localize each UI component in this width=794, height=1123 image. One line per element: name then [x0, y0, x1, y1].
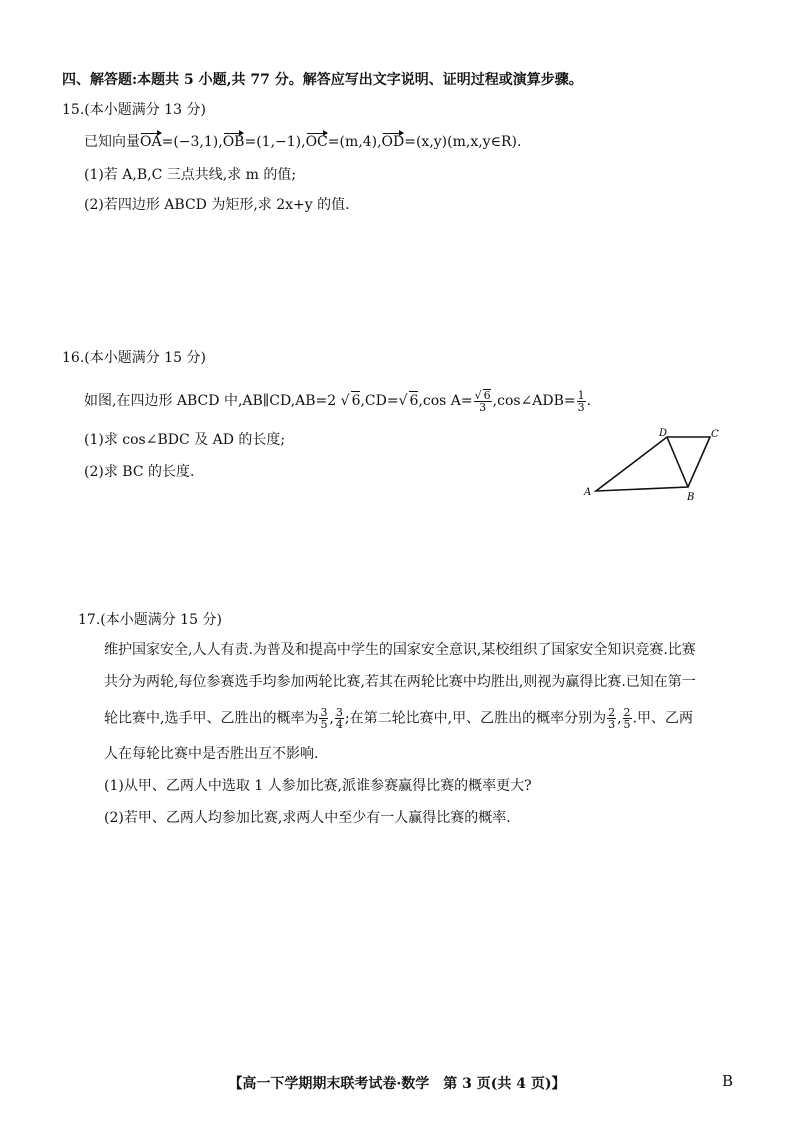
vector-oc-value: =(m,4),	[327, 134, 382, 150]
cosADB-den: 3	[577, 400, 585, 414]
fraction-3-5: $\frac{3}{5}$	[320, 706, 328, 731]
q16-part1: (1)求 cos∠BDC 及 AD 的长度;	[84, 432, 286, 448]
vector-oa: OA	[140, 134, 162, 150]
q16-part2: (2)求 BC 的长度.	[84, 464, 195, 480]
fraction-3-4: $\frac{3}{4}$	[335, 706, 343, 731]
quadrilateral-abcd	[596, 437, 710, 491]
q16-stem-b: ,CD=	[360, 393, 399, 409]
q17-part1: (1)从甲、乙两人中选取 1 人参加比赛,派谁参赛赢得比赛的概率更大?	[104, 778, 532, 794]
q17-part2: (2)若甲、乙两人均参加比赛,求两人中至少有一人赢得比赛的概率.	[104, 810, 511, 826]
q16-stem	[84, 389, 591, 413]
quadrilateral-figure	[580, 424, 740, 504]
corner-letter: B	[722, 1072, 734, 1090]
cosA-fraction: $\frac{√ 6}{3}$	[474, 389, 491, 414]
fraction-2-5: $\frac{2}{5}$	[623, 706, 631, 731]
q17-line3-b: ,	[329, 710, 334, 727]
q15-stem-prefix: 已知向量	[84, 134, 140, 150]
q15-header: 15.(本小题满分 13 分)	[62, 102, 206, 118]
q17-line4: 人在每轮比赛中是否胜出互不影响.	[104, 746, 319, 762]
vertex-label-c: C	[711, 429, 719, 440]
cosA-den: 3	[479, 401, 487, 414]
section-heading: 四、解答题:本题共 5 小题,共 77 分。解答应写出文字说明、证明过程或演算步骤。	[62, 72, 583, 88]
diagonal-db	[667, 437, 688, 487]
q17-header: 17.(本小题满分 15 分)	[78, 612, 222, 628]
vector-od-value: =(x,y)(m,x,y∈R).	[404, 134, 522, 150]
cosADB-num: 1	[577, 388, 585, 402]
q17-line1: 维护国家安全,人人有责.为普及和提高中学生的国家安全意识,某校组织了国家安全知识竞赛.比赛	[104, 642, 696, 658]
q17-line3-c: ;在第二轮比赛中,甲、乙胜出的概率分别为	[344, 710, 607, 727]
q15-stem	[84, 133, 521, 151]
q17-line3-e: .甲、乙两	[632, 710, 693, 727]
q16-stem-a: 如图,在四边形 ABCD 中,AB∥CD,AB=2	[84, 393, 337, 409]
q16-header: 16.(本小题满分 15 分)	[62, 350, 206, 366]
vector-oc: OC	[305, 134, 328, 150]
q16-stem-e: .	[586, 393, 592, 409]
q16-stem-d: ,cos∠ADB=	[492, 393, 576, 409]
vector-oa-value: =(−3,1),	[161, 134, 223, 150]
q16-stem-c: ,cos A=	[418, 393, 473, 409]
vertex-label-b: B	[687, 492, 695, 503]
vector-od: OD	[381, 134, 405, 150]
sqrt-six-1: √ 6	[340, 393, 361, 409]
page-footer: 【高一下学期期末联考试卷·数学 第 3 页(共 4 页)】	[228, 1076, 566, 1092]
q17-line3	[104, 707, 693, 730]
q15-part2: (2)若四边形 ABCD 为矩形,求 2x+y 的值.	[84, 197, 350, 213]
q17-line3-d: ,	[617, 710, 622, 727]
cosADB-fraction	[577, 390, 586, 413]
sqrt-six-2: √ 6	[398, 393, 419, 409]
vector-ob: OB	[222, 134, 245, 150]
vector-ob-value: =(1,−1),	[244, 134, 306, 150]
q17-line2: 共分为两轮,每位参赛选手均参加两轮比赛,若其在两轮比赛中均胜出,则视为赢得比赛.已知在第一	[104, 674, 696, 690]
cosA-num: 6	[483, 389, 491, 402]
fraction-2-3: $\frac{2}{3}$	[608, 706, 616, 731]
vertex-label-d: D	[659, 428, 668, 439]
q17-line3-a: 轮比赛中,选手甲、乙胜出的概率为	[104, 710, 319, 727]
q15-part1: (1)若 A,B,C 三点共线,求 m 的值;	[84, 167, 297, 183]
vertex-label-a: A	[584, 487, 592, 498]
